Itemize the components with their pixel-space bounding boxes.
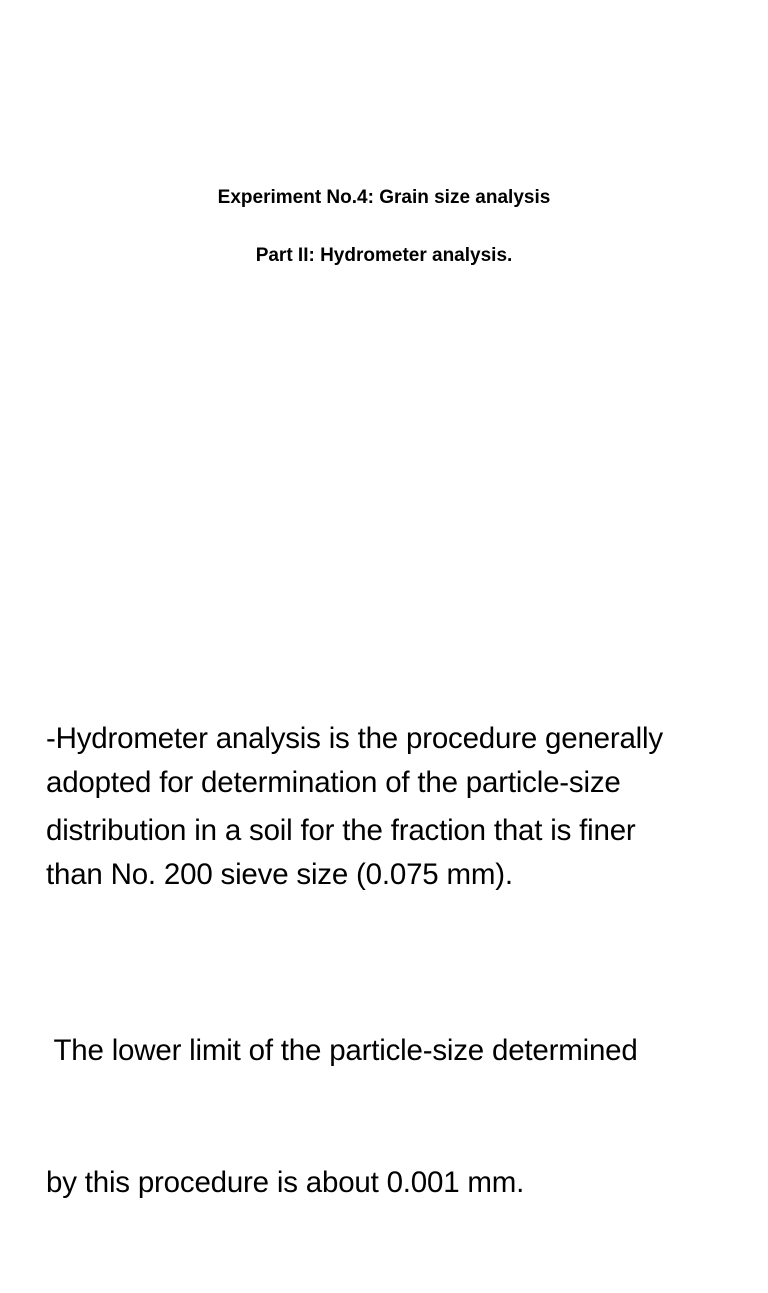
paragraph-line: -Hydrometer analysis is the procedure generally xyxy=(46,722,663,755)
paragraph-line: distribution in a soil for the fraction that is finer xyxy=(46,814,636,847)
paragraph-line: adopted for determination of the particle-size xyxy=(46,766,621,799)
hydrometer-definition-paragraph xyxy=(46,717,746,897)
lower-limit-paragraph xyxy=(46,941,746,1293)
experiment-title: Experiment No.4: Grain size analysis xyxy=(217,187,551,208)
paragraph-line: by this procedure is about 0.001 mm. xyxy=(46,1166,525,1199)
part-subtitle: Part II: Hydrometer analysis. xyxy=(255,245,513,266)
paragraph-line: than No. 200 sieve size (0.075 mm). xyxy=(46,858,513,891)
paragraph-line: The lower limit of the particle-size determined xyxy=(46,1034,638,1067)
